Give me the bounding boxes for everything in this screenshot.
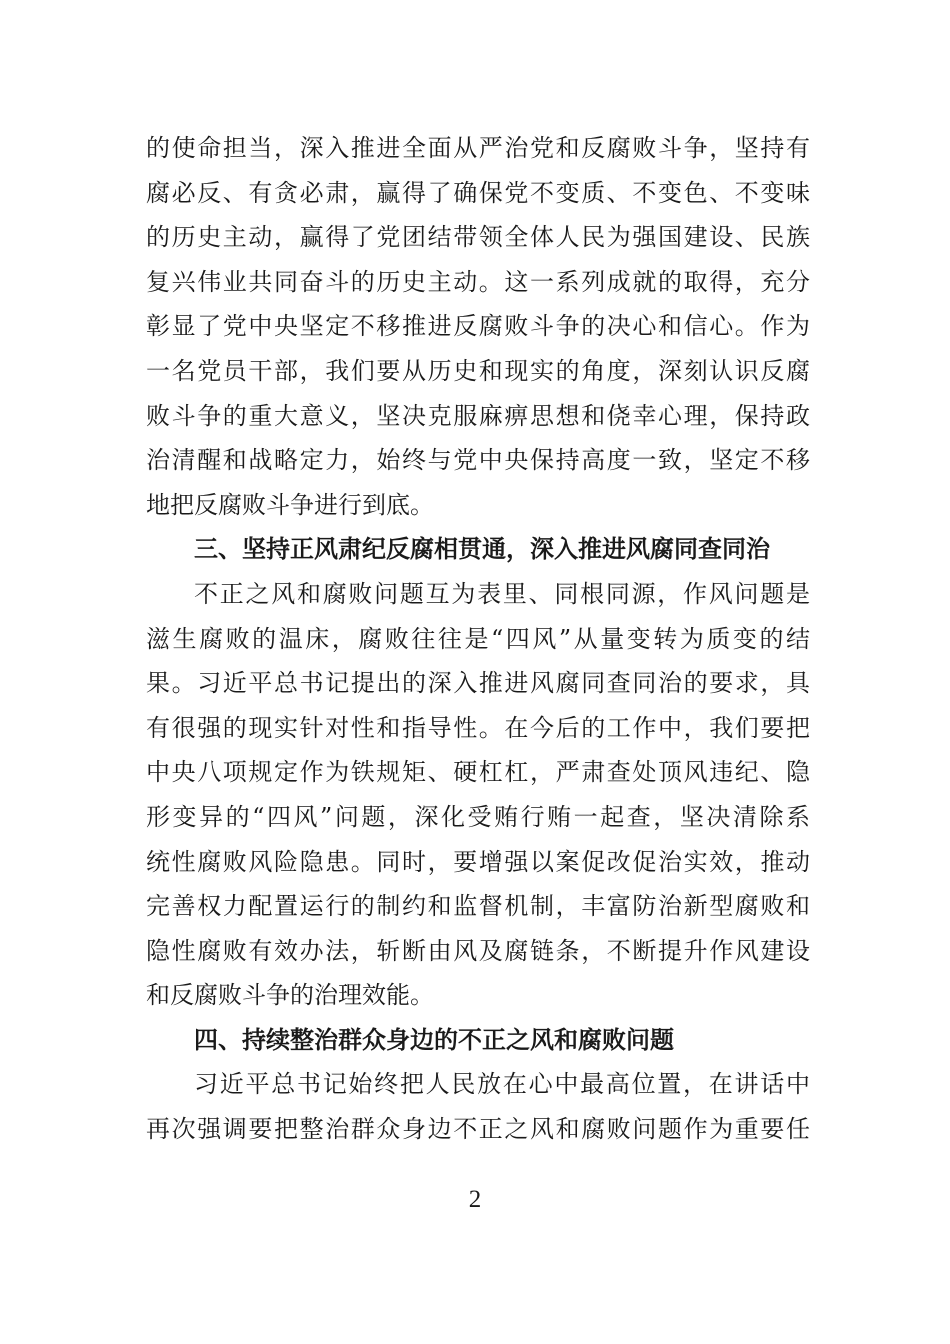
paragraph-first-line: 不正之风和腐败问题互为表里、同根同源，作风问题是 xyxy=(194,579,810,608)
paragraph-line: 再次强调要把整治群众身边不正之风和腐败问题作为重要任 xyxy=(146,1115,810,1144)
paragraph-line: 完善权力配置运行的制约和监督机制，丰富防治新型腐败和 xyxy=(146,892,810,921)
paragraph-line: 中央八项规定作为铁规矩、硬杠杠，严肃查处顶风违纪、隐 xyxy=(146,758,810,787)
paragraph-line: 治清醒和战略定力，始终与党中央保持高度一致，坚定不移 xyxy=(146,446,810,475)
section-heading: 四、持续整治群众身边的不正之风和腐败问题 xyxy=(194,1025,674,1054)
paragraph-line: 的历史主动，赢得了党团结带领全体人民为强国建设、民族 xyxy=(146,223,810,252)
section-heading: 三、坚持正风肃纪反腐相贯通，深入推进风腐同查同治 xyxy=(194,535,770,564)
paragraph-line: 复兴伟业共同奋斗的历史主动。这一系列成就的取得，充分 xyxy=(146,267,810,296)
paragraph-line: 果。习近平总书记提出的深入推进风腐同查同治的要求，具 xyxy=(146,669,810,698)
document-body xyxy=(146,126,810,1152)
paragraph-line: 一名党员干部，我们要从历史和现实的角度，深刻认识反腐 xyxy=(146,356,810,385)
paragraph-line: 有很强的现实针对性和指导性。在今后的工作中，我们要把 xyxy=(146,713,810,742)
paragraph-line: 腐必反、有贪必肃，赢得了确保党不变质、不变色、不变味 xyxy=(146,178,810,207)
page-number: 2 xyxy=(468,1186,482,1213)
paragraph-line: 隐性腐败有效办法，斩断由风及腐链条，不断提升作风建设 xyxy=(146,936,810,965)
paragraph-line: 统性腐败风险隐患。同时，要增强以案促改促治实效，推动 xyxy=(146,847,810,876)
paragraph-last-line: 和反腐败斗争的治理效能。 xyxy=(146,981,434,1010)
paragraph-line: 滋生腐败的温床，腐败往往是“四风”从量变转为质变的结 xyxy=(146,624,810,653)
paragraph-first-line: 习近平总书记始终把人民放在心中最高位置，在讲话中 xyxy=(194,1070,810,1099)
paragraph-line: 败斗争的重大意义，坚决克服麻痹思想和侥幸心理，保持政 xyxy=(146,401,810,430)
paragraph-line: 彰显了党中央坚定不移推进反腐败斗争的决心和信心。作为 xyxy=(146,312,810,341)
paragraph-line: 的使命担当，深入推进全面从严治党和反腐败斗争，坚持有 xyxy=(146,134,810,162)
paragraph-last-line: 地把反腐败斗争进行到底。 xyxy=(146,490,434,519)
paragraph-line: 形变异的“四风”问题，深化受贿行贿一起查，坚决清除系 xyxy=(146,802,810,831)
